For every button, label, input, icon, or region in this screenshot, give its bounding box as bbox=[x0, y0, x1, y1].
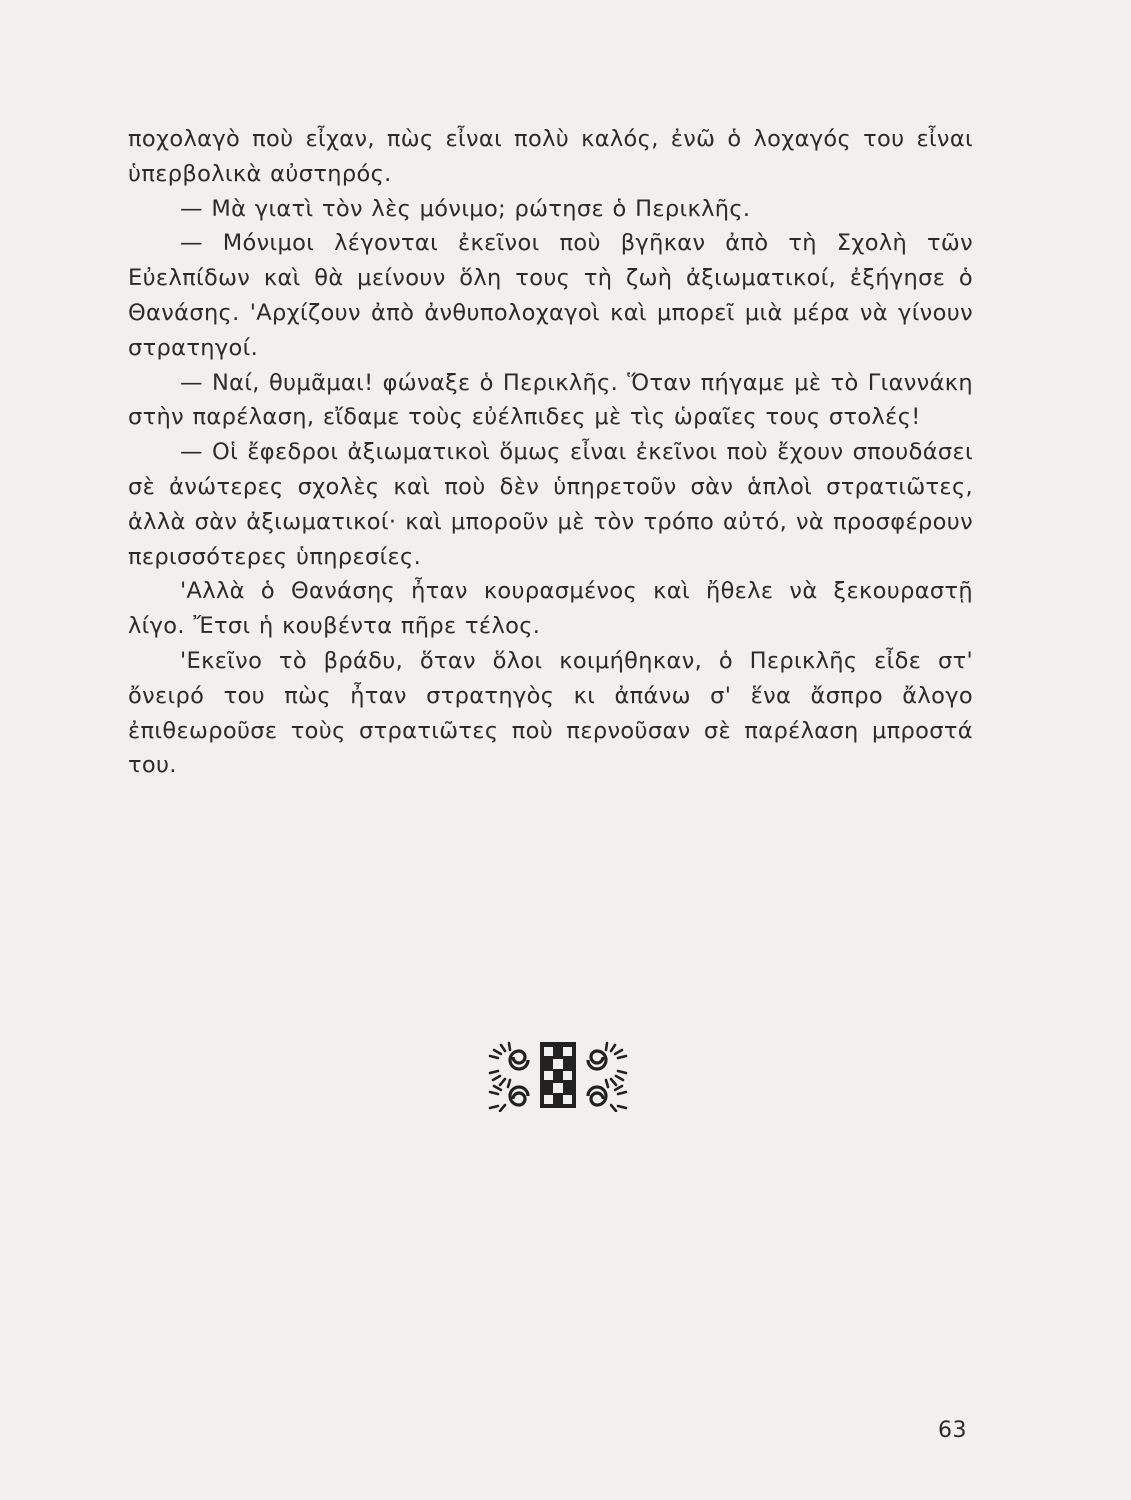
paragraph-narration: 'Εκεῖνο τὸ βράδυ, ὅταν ὅλοι κοιμήθηκαν, ὁ Περικλῆς εἶδε στ' ὄνειρό του πὼς ἦταν στρατηγὸς κι ἀπάνω σ' ἕνα ἄσπρο ἄλογο ἐπιθεωροῦσε τοὺς στρατιῶτες ποὺ περνοῦσαν σὲ παρέλαση μπροστά του. bbox=[128, 647, 973, 779]
paragraph-dialogue: — Ναί, θυμᾶμαι! φώναξε ὁ Περικλῆς. Ὅταν πήγαμε μὲ τὸ Γιαννάκη στὴν παρέλαση, εἴδαμε τοὺς εὐέλπιδες μὲ τὶς ὡραῖες τους στολές! bbox=[128, 369, 973, 431]
body-text bbox=[128, 122, 973, 783]
page-number: 63 bbox=[938, 1418, 967, 1443]
paragraph-dialogue: — Μὰ γιατὶ τὸν λὲς μόνιμο; ρώτησε ὁ Περικλῆς. bbox=[180, 195, 751, 222]
greek-decorative-ornament-icon bbox=[484, 1038, 632, 1112]
paragraph-dialogue: — Οἱ ἔφεδροι ἀξιωματικοὶ ὅμως εἶναι ἐκεῖνοι ποὺ ἔχουν σπουδάσει σὲ ἀνώτερες σχολὲς καὶ ποὺ δὲν ὑπηρετοῦν σὰν ἁπλοὶ στρατιῶτες, ἀλλὰ σὰν ἀξιωματικοί· καὶ μποροῦν μὲ τὸν τρόπο αὐτό, νὰ προσφέρουν περισσότερες ὑπηρεσίες. bbox=[128, 439, 973, 570]
paragraph-continuation: ποχολαγὸ ποὺ εἶχαν, πὼς εἶναι πολὺ καλός, ἐνῶ ὁ λοχαγός του εἶναι ὑπερβολικὰ αὐστηρός. bbox=[128, 126, 973, 187]
paragraph-dialogue: — Μόνιμοι λέγονται ἐκεῖνοι ποὺ βγῆκαν ἀπὸ τὴ Σχολὴ τῶν Εὐελπίδων καὶ θὰ μείνουν ὅλη τους τὴ ζωὴ ἀξιωματικοί, ἐξήγησε ὁ Θανάσης. 'Αρχίζουν ἀπὸ ἀνθυπολοχαγοὶ καὶ μπορεῖ μιὰ μέρα νὰ γίνουν στρατηγοί. bbox=[128, 230, 973, 361]
paragraph-narration: 'Αλλὰ ὁ Θανάσης ἦταν κουρασμένος καὶ ἤθελε νὰ ξεκουραστῇ λίγο. Ἔτσι ἡ κουβέντα πῆρε τέλος. bbox=[128, 578, 973, 640]
